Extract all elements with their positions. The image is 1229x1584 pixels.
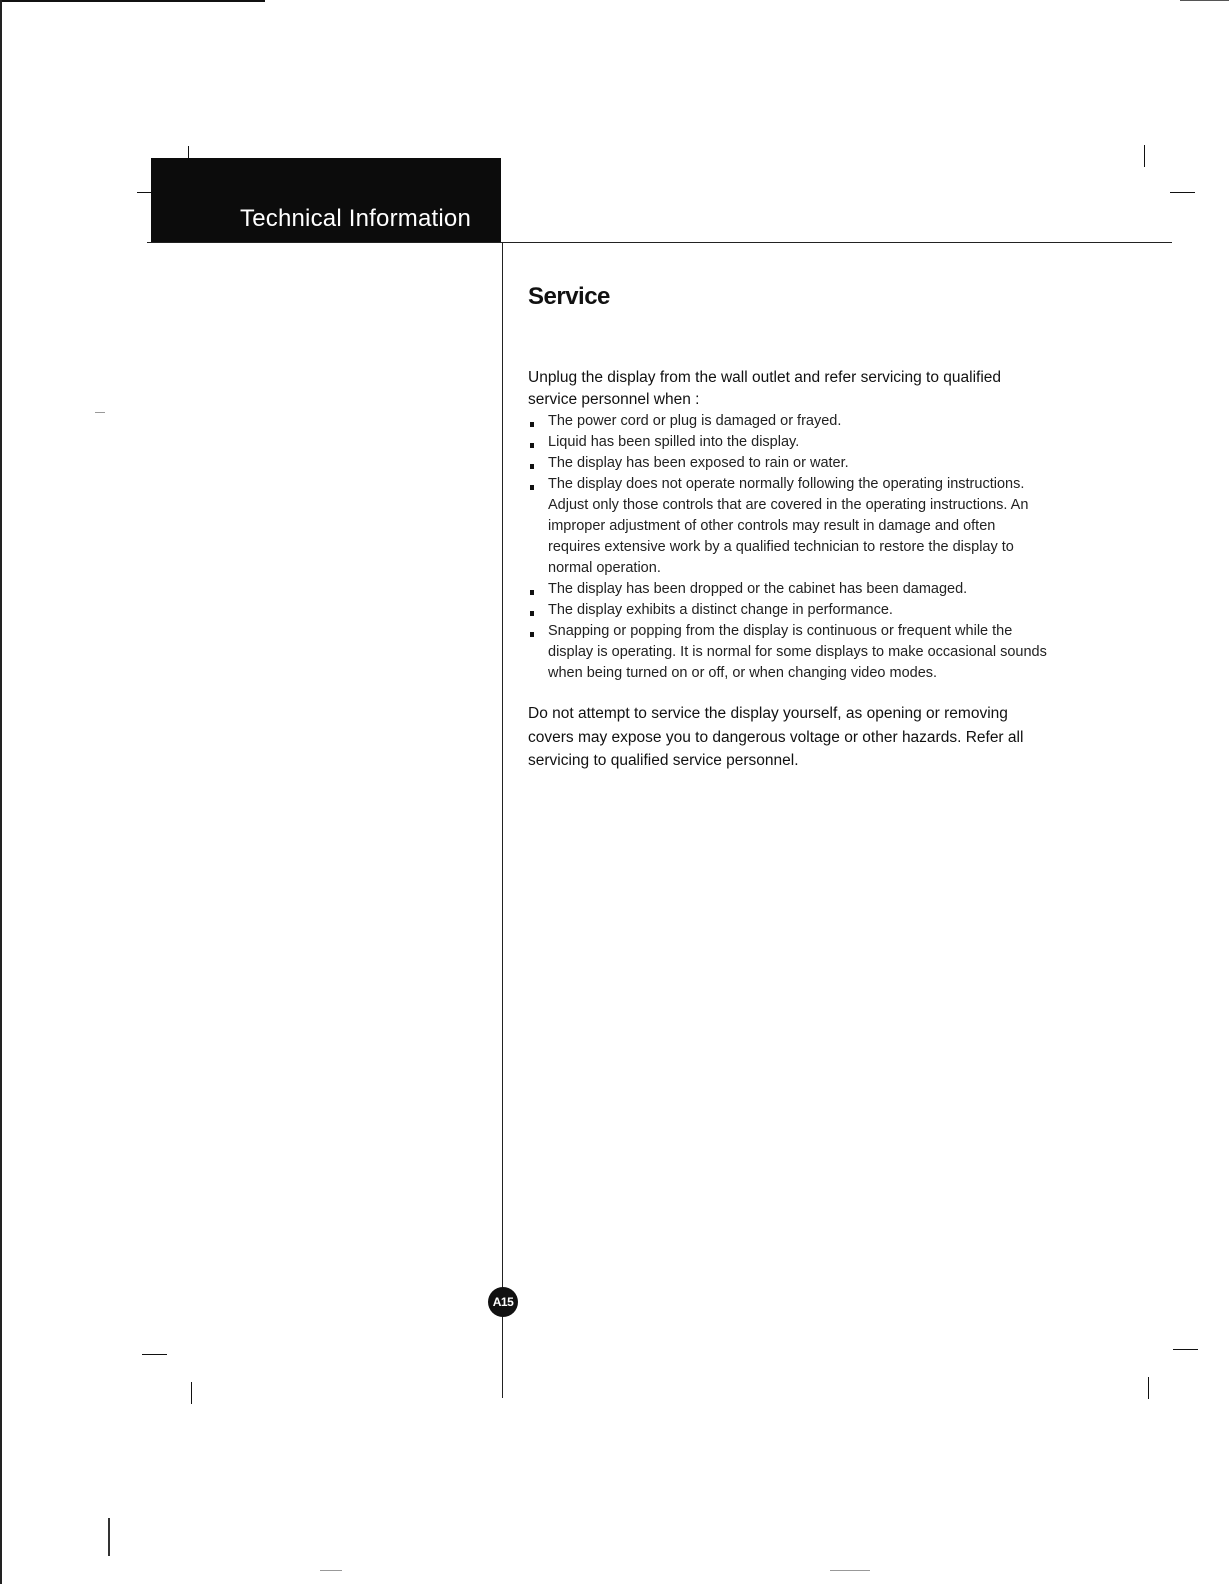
service-section <box>528 283 1048 773</box>
scan-left-edge <box>0 0 2 1584</box>
scan-top-edge-right <box>1180 0 1229 1</box>
crop-mark-top-right-vertical <box>1144 145 1145 167</box>
section-header-title: Technical Information <box>240 205 471 232</box>
list-item: The display has been dropped or the cabinet has been damaged. <box>528 579 1048 600</box>
scan-speck <box>95 412 105 413</box>
column-divider <box>502 243 503 1398</box>
list-item: The display has been exposed to rain or water. <box>528 453 1048 474</box>
crop-mark-bottom-right-vertical <box>1148 1377 1149 1399</box>
crop-mark-top-right-horizontal <box>1170 192 1195 193</box>
service-warning: Do not attempt to service the display yourself, as opening or removing covers may expose you to dangerous voltage or other hazards. Refer all servicing to qualified service personnel. <box>528 705 1024 769</box>
list-item: The power cord or plug is damaged or frayed. <box>528 411 1048 432</box>
header-rule <box>147 242 1172 243</box>
crop-mark-bottom-left-vertical <box>191 1382 192 1404</box>
list-item: The display exhibits a distinct change in performance. <box>528 600 1048 621</box>
crop-mark-bottom-left-horizontal <box>142 1354 167 1355</box>
scan-speck <box>108 1518 110 1556</box>
page-title: Service <box>528 283 610 310</box>
list-item: The display does not operate normally following the operating instructions. Adjust only those controls that are covered in the operating instructions. An improper adjustment of other controls may result in damage and often requires extensive work by a qualified technician to restore the display to normal operation. <box>528 474 1048 579</box>
page-number-badge: A15 <box>488 1287 518 1317</box>
service-intro: Unplug the display from the wall outlet and refer servicing to qualified service personnel when : <box>528 369 1002 408</box>
crop-mark-bottom-right-horizontal <box>1173 1349 1198 1350</box>
scan-top-edge <box>0 0 265 2</box>
list-item: Snapping or popping from the display is continuous or frequent while the display is operating. It is normal for some displays to make occasional sounds when being turned on or off, or when changing video modes. <box>528 621 1048 684</box>
list-item: Liquid has been spilled into the display. <box>528 432 1048 453</box>
crop-mark-top-left-horizontal <box>137 192 151 193</box>
scan-speck <box>830 1570 870 1571</box>
section-header-bar <box>151 158 501 243</box>
scan-speck <box>320 1570 342 1571</box>
service-conditions-list <box>528 411 1048 684</box>
